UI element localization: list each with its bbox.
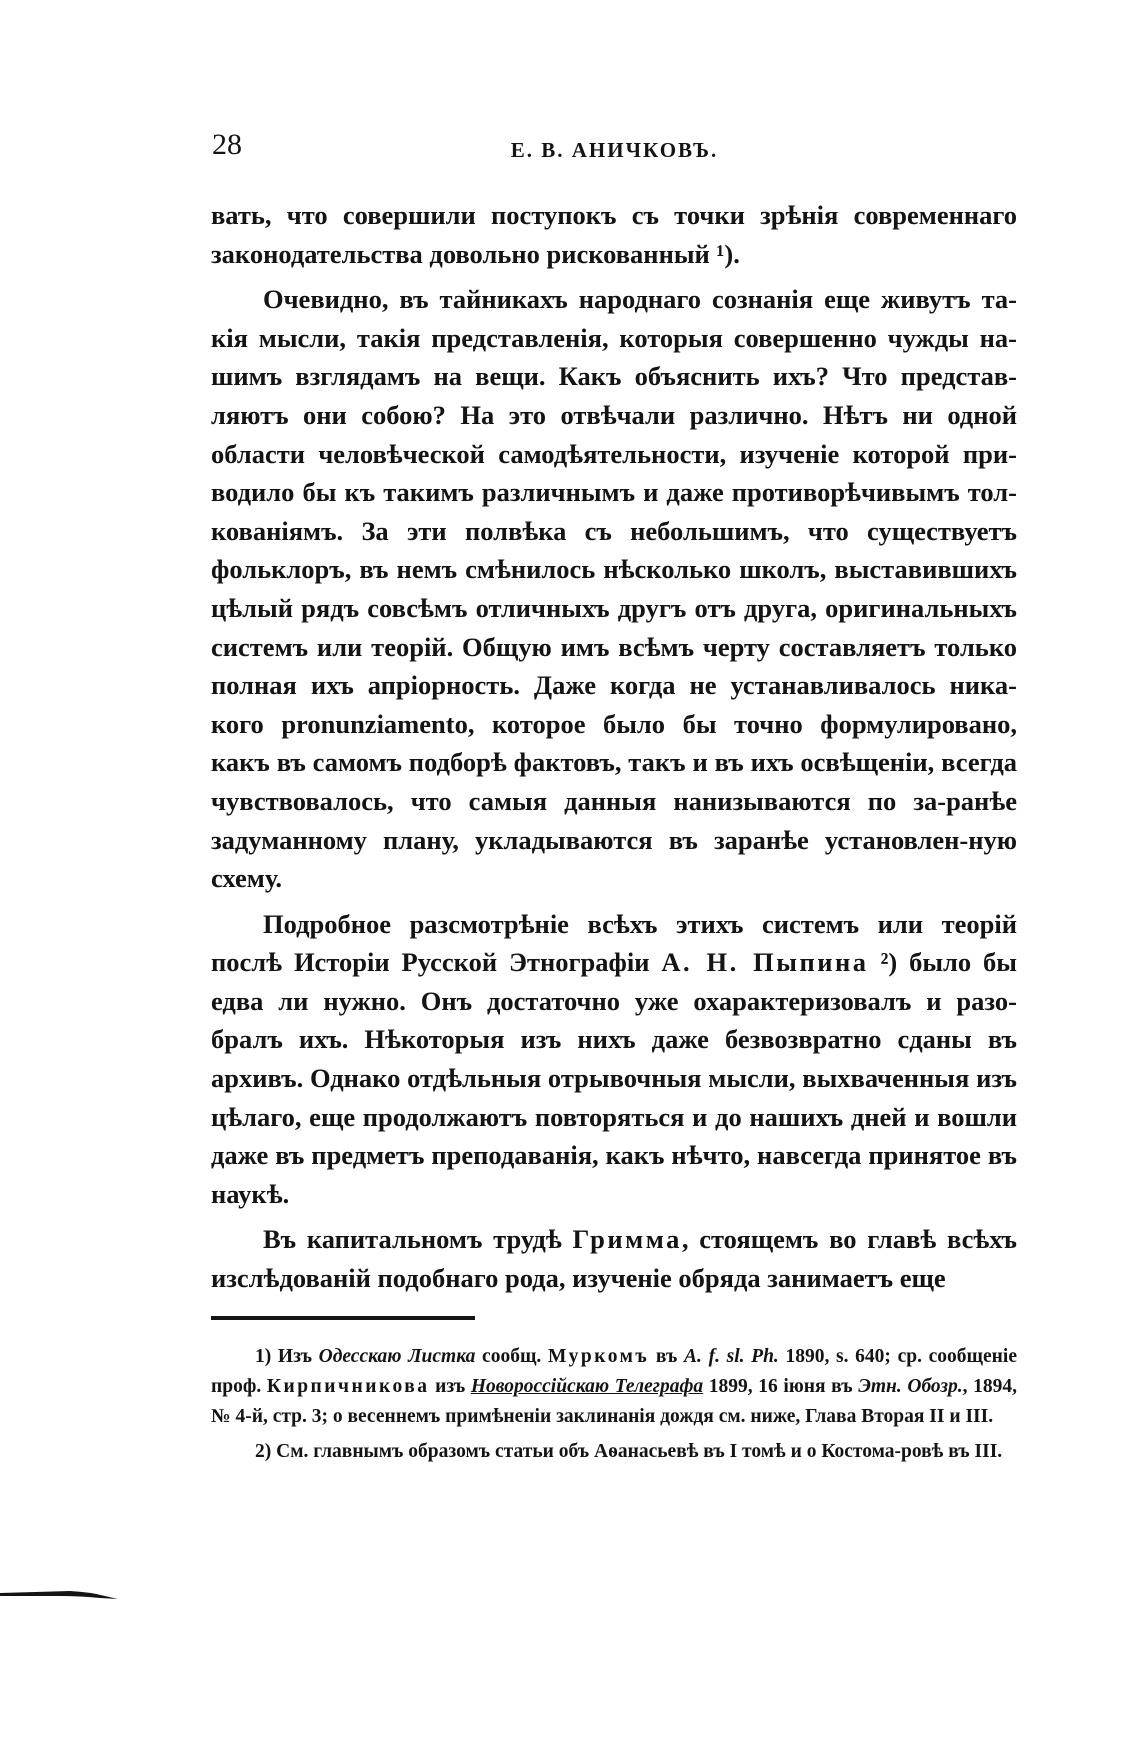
footnote-1-source: Одесскаю Листка [318,1346,476,1367]
author-name-grimm: Гримма [572,1224,682,1255]
footnote-1-author: Муркомъ [547,1346,650,1367]
footnote-1-journal: A. f. sl. Ph. [684,1346,779,1367]
paragraph-pypin-end: ²) было бы едва ли нужно. Онъ достаточно уже охарактеризовалъ и разо-бралъ ихъ. Нѣкоторыя изъ нихъ даже безвозвратно сданы въ архивъ. Однако отдѣльныя отрывочныя мысли, выхваченныя изъ цѣлаго, еще продолжаютъ повторяться и до нашихъ дней и вошли даже въ предметъ преподаванія, какъ нѣчто, навсегда принятое въ наукѣ. [211,947,1018,1209]
paragraph-folklore-theories: Очевидно, въ тайникахъ народнаго сознанія еще живутъ та-кія мысли, такія представленія, которыя совершенно чужды на-шимъ взглядамъ на вещи. Какъ объяснить ихъ? Что представ-ляютъ они собою? На это отвѣчали различно. Нѣтъ ни одной области человѣческой самодѣятельности, изученіе которой при-водило бы къ такимъ различнымъ и даже противорѣчивымъ тол-кованіямъ. За эти полвѣка съ небольшимъ, что существуетъ фольклоръ, въ немъ смѣнилось нѣсколько школъ, выставившихъ цѣлый рядъ совсѣмъ отличныхъ другъ отъ друга, оригинальныхъ системъ или теорій. Общую имъ всѣмъ черту составляетъ только полная ихъ апріорность. Даже когда не устанавливалось ника-кого pronunziamento, которое было бы точно формулировано, какъ въ самомъ подборѣ фактовъ, такъ и въ ихъ освѣщеніи, всегда чувствовалось, что самыя данныя нанизываются по за-ранѣе задуманному плану, укладываются въ заранѣе установлен-ную схему. [211,284,1017,894]
page-header [212,128,1017,168]
paragraph-grimm-start: Въ капитальномъ трудѣ [263,1224,573,1255]
paragraph-continuation: вать, что совершили поступокъ съ точки зрѣнія современнаго законодательства довольно рискованный ¹). [211,200,1017,269]
running-title: Е. В. АНИЧКОВЪ. [510,138,719,162]
main-text [211,196,1017,1298]
paragraph-grimm [211,1220,1017,1297]
paragraph-grimm-end: , стоящемъ во главѣ всѣхъ изслѣдованій подобнаго рода, изученіе обряда занимаетъ еще [211,1224,1017,1294]
scan-smudge-mark [0,1588,118,1600]
footnote-1-text: 1899, 16 іюня въ [703,1376,859,1397]
paragraph-pypin-start: Подробное разсмотрѣніе всѣхъ этихъ системъ или теорій послѣ Исторіи Русской Этнографіи [211,908,1017,978]
footnotes [211,1342,1017,1467]
page-number: 28 [212,128,242,161]
footnote-1-author: Кирпичникова [266,1376,430,1397]
footnote-1-text: въ [649,1346,685,1367]
paragraph-pypin [211,905,1017,1214]
author-name-pypin: А. Н. Пыпина [661,947,869,978]
footnote-2: 2) См. главнымъ образомъ статьи объ Аѳанасьевѣ въ I томѣ и о Костома-ровѣ въ III. [255,1441,1003,1462]
footnote-1-text: 1890, s. 640; ср. сообщеніе проф. [211,1346,1017,1397]
footnote-separator [211,1316,475,1320]
footnote-1 [211,1342,1017,1432]
footnote-1-newspaper: Новороссійскаю Телеграфа [470,1376,704,1397]
footnote-1-text: сообщ. [475,1346,548,1367]
footnote-1-text: , 1894, № 4-й, стр. 3; о весеннемъ примѣненіи заклинанія дождя см. ниже, Глава Вторая II и III. [211,1376,1018,1427]
footnote-1-text: изъ [429,1376,471,1397]
footnote-1-text: 1) Изъ [255,1346,319,1367]
footnote-1-journal: Этн. Обозр. [858,1376,963,1397]
